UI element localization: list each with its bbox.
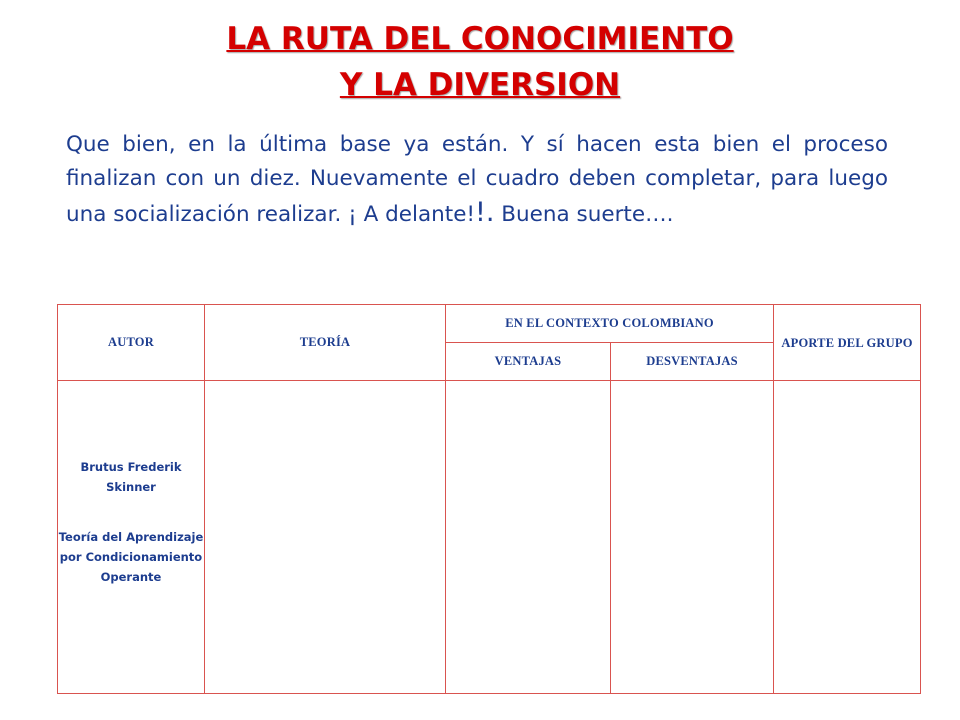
title-line-2: Y LA DIVERSION [339, 67, 621, 103]
header-teoria: TEORÍA [205, 305, 446, 381]
intro-paragraph [66, 128, 888, 232]
author-name: Brutus Frederik Skinner [80, 460, 182, 494]
intro-text-end: Buena suerte…. [494, 202, 674, 227]
intro-text-emphasis: !. [475, 197, 495, 228]
cell-desventajas[interactable] [611, 381, 774, 694]
table-row [58, 381, 921, 694]
table-header-row [58, 305, 921, 343]
title-line-1: LA RUTA DEL CONOCIMIENTO [226, 21, 734, 57]
cell-ventajas[interactable] [446, 381, 611, 694]
cell-autor [58, 381, 205, 694]
activity-table [57, 304, 921, 694]
header-aporte-label: APORTE DEL GRUPO [781, 335, 913, 350]
header-ventajas: VENTAJAS [446, 343, 611, 381]
header-desventajas: DESVENTAJAS [611, 343, 774, 381]
page-title [0, 18, 960, 106]
intro-text-main: Que bien, en la última base ya están. Y sí hacen esta bien el proceso finalizan con un diez. Nuevamente el cuadro deben completar, para luego una socialización realizar. ¡ A delante! [66, 132, 888, 227]
cell-aporte[interactable] [774, 381, 921, 694]
cell-teoria[interactable] [205, 381, 446, 694]
author-theory: Teoría del Aprendizaje por Condicionamiento Operante [58, 530, 204, 584]
header-aporte [774, 305, 921, 381]
header-contexto-colombiano: EN EL CONTEXTO COLOMBIANO [446, 305, 774, 343]
header-autor: AUTOR [58, 305, 205, 381]
